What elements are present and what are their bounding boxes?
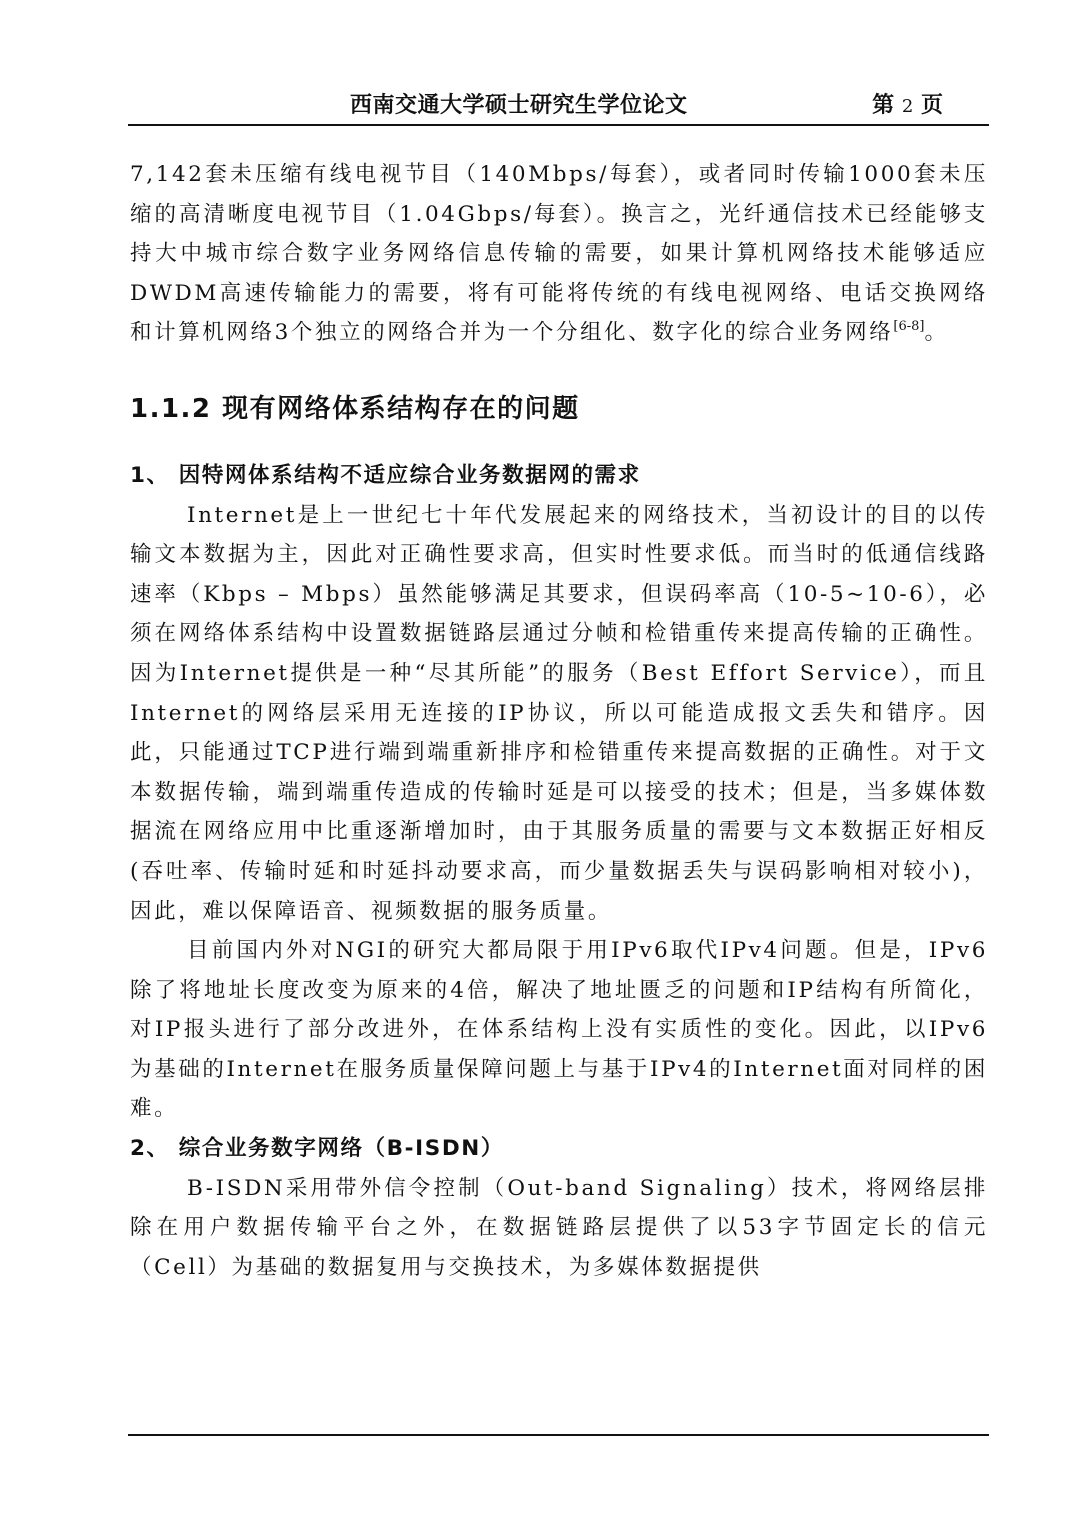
page-number: 2 [901, 96, 914, 117]
intro-paragraph [130, 155, 988, 353]
intro-citation: [6-8] [893, 319, 925, 335]
bisdn-paragraph: B-ISDN采用带外信令控制（Out-band Signaling）技术，将网络层排除在用户数据传输平台之外，在数据链路层提供了以53字节固定长的信元（Cell）为基础的数据复用与交换技术，为多媒体数据提供 [130, 1175, 988, 1280]
header-title: 西南交通大学硕士研究生学位论文 [350, 93, 688, 118]
internet-paragraph: Internet是上一世纪七十年代发展起来的网络技术，当初设计的目的以传输文本数据为主，因此对正确性要求高，但实时性要求低。而当时的低通信线路速率（Kbps – Mbps）虽然能够满足其要求，但误码率高（10-5~10-6），必须在网络体系结构中设置数据链路层通过分帧和检错重传来提高传输的正确性。因为Internet提供是一种“尽其所能”的服务（Best Effort Service），而且Internet的网络层采用无连接的IP协议，所以可能造成报文丢失和错序。因此，只能通过TCP进行端到端重新排序和检错重传来提高数据的正确性。对于文本数据传输，端到端重传造成的传输时延是可以接受的技术；但是，当多媒体数据流在网络应用中比重逐渐增加时，由于其服务质量的需要与文本数据正好相反(吞吐率、传输时延和时延抖动要求高，而少量数据丢失与误码影响相对较小)，因此，难以保障语音、视频数据的服务质量。 [130, 502, 988, 924]
footer-rule [128, 1434, 989, 1436]
page-suffix: 页 [920, 93, 943, 118]
page-header [128, 86, 989, 126]
intro-tail: 。 [924, 320, 949, 346]
ngi-paragraph: 目前国内外对NGI的研究大都局限于用IPv6取代IPv4问题。但是，IPv6除了将地址长度改变为原来的4倍，解决了地址匮乏的问题和IP结构有所简化，对IP报头进行了部分改进外，在体系结构上没有实质性的变化。因此，以IPv6为基础的Internet在服务质量保障问题上与基于IPv4的Internet面对同样的困难。 [130, 938, 988, 1122]
page-prefix: 第 [872, 93, 895, 118]
subsection-heading-2: 2、 综合业务数字网络（B-ISDN） [130, 1136, 504, 1162]
subsection-heading-1: 1、 因特网体系结构不适应综合业务数据网的需求 [130, 462, 641, 488]
header-page-label [872, 88, 943, 119]
section-title: 1.1.2 现有网络体系结构存在的问题 [130, 393, 580, 424]
page-body [130, 155, 988, 1287]
intro-text: 7,142套未压缩有线电视节目（140Mbps/每套），或者同时传输1000套未压缩的高清晰度电视节目（1.04Gbps/每套）。换言之，光纤通信技术已经能够支持大中城市综合数字业务网络信息传输的需要，如果计算机网络技术能够适应DWDM高速传输能力的需要，将有可能将传统的有线电视网络、电话交换网络和计算机网络3个独立的网络合并为一个分组化、数字化的综合业务网络 [130, 162, 988, 346]
